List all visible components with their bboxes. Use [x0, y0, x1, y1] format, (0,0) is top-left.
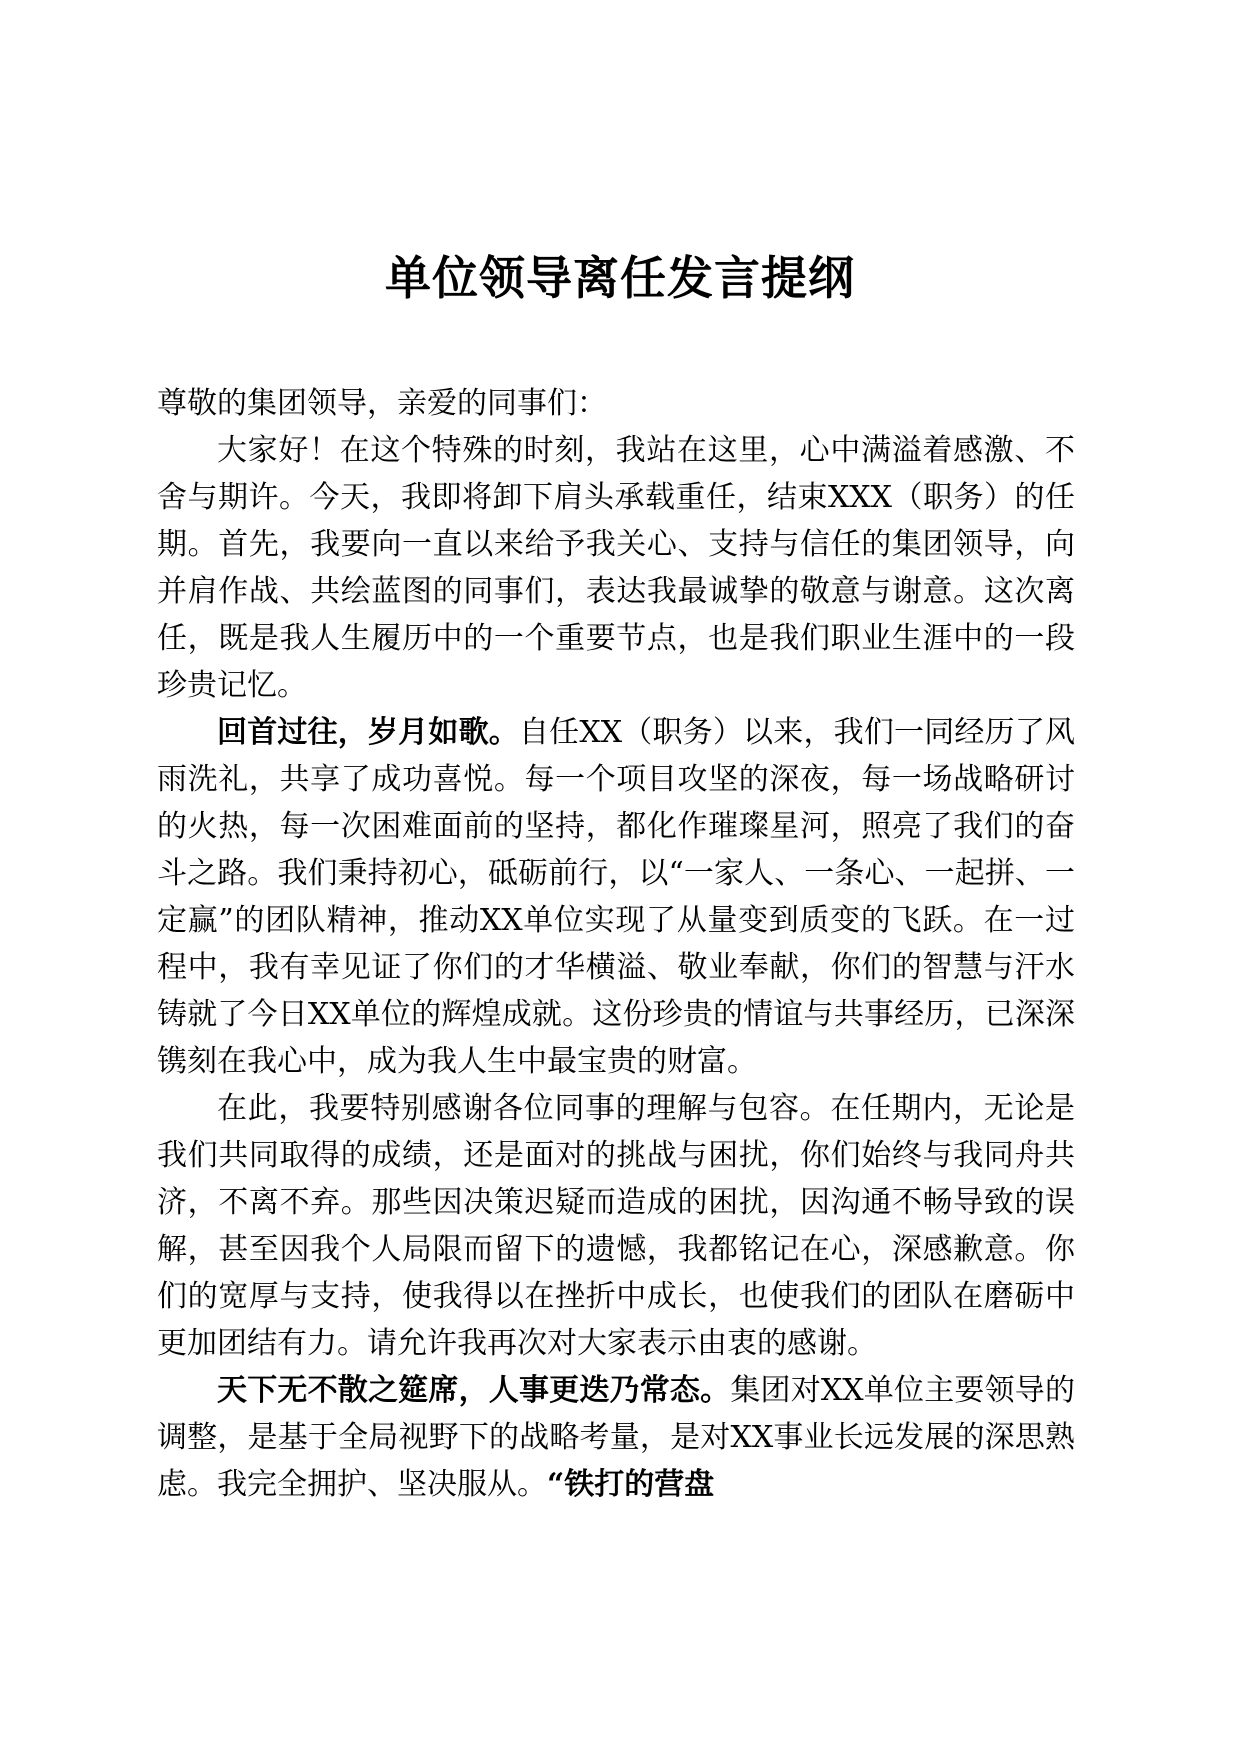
paragraph-text: 大家好！在这个特殊的时刻，我站在这里，心中满溢着感激、不舍与期许。今天，我即将卸下肩头承载重任，结束XXX（职务）的任期。首先，我要向一直以来给予我关心、支持与信任的集团领导，向并肩作战、共绘蓝图的同事们，表达我最诚挚的敬意与谢意。这次离任，既是我人生履历中的一个重要节点，也是我们职业生涯中的一段珍贵记忆。	[157, 433, 1075, 703]
paragraph-transition	[157, 1367, 1075, 1508]
paragraph-thanks	[157, 1085, 1075, 1367]
paragraph-trailing-bold: “铁打的营盘	[547, 1467, 715, 1502]
paragraph-lead: 回首过往，岁月如歌。	[217, 715, 519, 750]
paragraph-lead: 天下无不散之筵席，人事更迭乃常态。	[217, 1373, 731, 1408]
paragraph-text: 自任XX（职务）以来，我们一同经历了风雨洗礼，共享了成功喜悦。每一个项目攻坚的深夜，每一场战略研讨的火热，每一次困难面前的坚持，都化作璀璨星河，照亮了我们的奋斗之路。我们秉持初心，砥砺前行，以“一家人、一条心、一起拼、一定赢”的团队精神，推动XX单位实现了从量变到质变的飞跃。在一过程中，我有幸见证了你们的才华横溢、敬业奉献，你们的智慧与汗水铸就了今日XX单位的辉煌成就。这份珍贵的情谊与共事经历，已深深镌刻在我心中，成为我人生中最宝贵的财富。	[157, 715, 1076, 1079]
paragraph-greeting	[157, 427, 1075, 709]
salutation: 尊敬的集团领导，亲爱的同事们：	[157, 386, 607, 421]
paragraph-text: 集团对XX单位主要领导的调整，是基于全局视野下的战略考量，是对XX事业长远发展的深思熟虑。我完全拥护、坚决服从。	[157, 1373, 1075, 1502]
paragraph-text: 在此，我要特别感谢各位同事的理解与包容。在任期内，无论是我们共同取得的成绩，还是面对的挑战与困扰，你们始终与我同舟共济，不离不弃。那些因决策迟疑而造成的困扰，因沟通不畅导致的误解，甚至因我个人局限而留下的遗憾，我都铭记在心，深感歉意。你们的宽厚与支持，使我得以在挫折中成长，也使我们的团队在磨砺中更加团结有力。请允许我再次对大家表示由衷的感谢。	[157, 1091, 1075, 1361]
paragraph-review	[157, 709, 1075, 1085]
document-title: 单位领导离任发言提纲	[385, 251, 855, 305]
document-body	[157, 380, 1075, 1508]
